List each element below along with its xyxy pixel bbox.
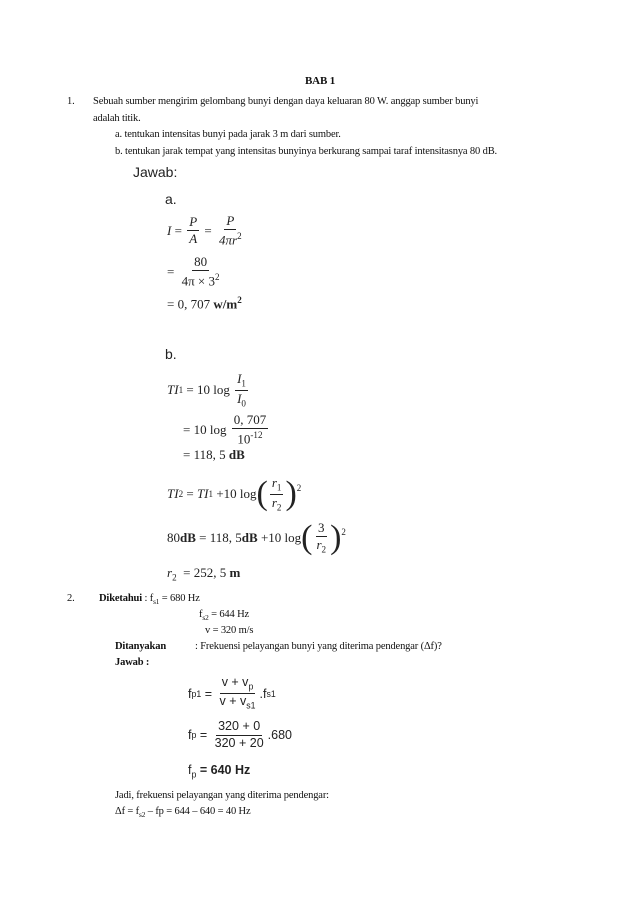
equation-fp-result: $f_p = 640$ Hz: [188, 763, 251, 780]
equation-ti1-substitution: = 10 log $\frac{0, 707}{10^{-12}}$: [183, 412, 267, 447]
symbol-I: I: [167, 222, 172, 238]
equation-80db: 80 dB = 118, 5 dB +10 log ( $\frac{3}{r_2}$ ) 2: [167, 519, 346, 556]
page-title: BAB 1: [305, 75, 336, 87]
question-2-asked-text: : Frekuensi pelayangan bunyi yang diterima pendengar (Δf)?: [195, 641, 442, 652]
question-1-part-a: a. tentukan intensitas bunyi pada jarak 3 m dari sumber.: [115, 129, 341, 140]
fraction-r1-over-r2: $\frac{r_1}{r_2}$: [271, 475, 282, 513]
answer-2-heading: Jawab :: [115, 657, 150, 668]
conclusion-equation: $\Delta f = f_{s2}$ – fp = 644 – 640 = 40 Hz: [115, 806, 251, 820]
equation-ti1-result: = 118, 5 dB: [183, 447, 245, 462]
question-1-part-b: b. tentukan jarak tempat yang intensitas bunyinya berkurang sampai taraf intensitasnya 80 dB.: [115, 146, 498, 157]
equation-r2-result: $r_2 = 252$, 5 m: [167, 565, 241, 583]
fraction-i1-over-i0: $\frac{I_1}{I_0}$: [237, 371, 246, 409]
fraction-3-over-r2: $\frac{3}{r_2}$: [316, 520, 327, 555]
question-2-v: v = 320 m/s: [205, 625, 254, 636]
fraction-0707-over-10e-12: $\frac{0, 707}{10^{-12}}$: [233, 412, 267, 447]
question-1-line-1: Sebuah sumber mengirim gelombang bunyi dengan daya keluaran 80 W. anggap sumber bunyi: [93, 96, 479, 107]
answer-1-heading: Jawab:: [133, 164, 178, 180]
equation-fp-substitution: f p = $\frac{320 + 0}{320 + 20}$ .680: [188, 719, 292, 750]
question-1-line-2: adalah titik.: [93, 113, 141, 124]
equation-result-a: = 0, 707 $w/m^2$: [167, 295, 242, 312]
equation-fp1: f p1 = $\frac{v + v_p}{v + v_{s1}}$ .f s1: [188, 675, 276, 711]
equation-ti1: TI 1 = 10 log $\frac{I_1}{I_0}$: [167, 371, 246, 409]
question-2-known: Diketahui : $f_{s1} = 680$ Hz: [99, 593, 200, 607]
question-2-fs2: $f_{s2} = 644$ Hz: [199, 609, 250, 623]
fraction-p-over-a: $\frac{P}{A}$: [189, 214, 198, 247]
fraction-doppler: $\frac{v + v_p}{v + v_{s1}}$: [219, 675, 256, 711]
question-1-number: 1.: [67, 96, 75, 107]
fraction-80-over-4pi3: $\frac{80}{4\pi \times 3^2}$: [181, 254, 220, 289]
equation-intensity: I = $\frac{P}{A}$ = $\frac{P}{4\pi r^2}$: [167, 213, 242, 248]
equation-ti2: TI 2 = TI 1 +10 log ( $\frac{r_1}{r_2}$ ) 2: [167, 475, 302, 513]
conclusion-text: Jadi, frekuensi pelayangan yang diterima pendengar:: [115, 790, 329, 801]
fraction-p-over-4pir2: $\frac{P}{4\pi r^2}$: [218, 213, 242, 248]
equation-substitution: = $\frac{80}{4\pi \times 3^2}$: [167, 254, 220, 289]
answer-1-part-b-label: b.: [165, 346, 177, 362]
answer-1-part-a-label: a.: [165, 191, 177, 207]
fraction-320-over-340: $\frac{320 + 0}{320 + 20}$: [214, 719, 264, 750]
question-2-asked-label: Ditanyakan: [115, 641, 167, 652]
question-2-number: 2.: [67, 593, 75, 604]
